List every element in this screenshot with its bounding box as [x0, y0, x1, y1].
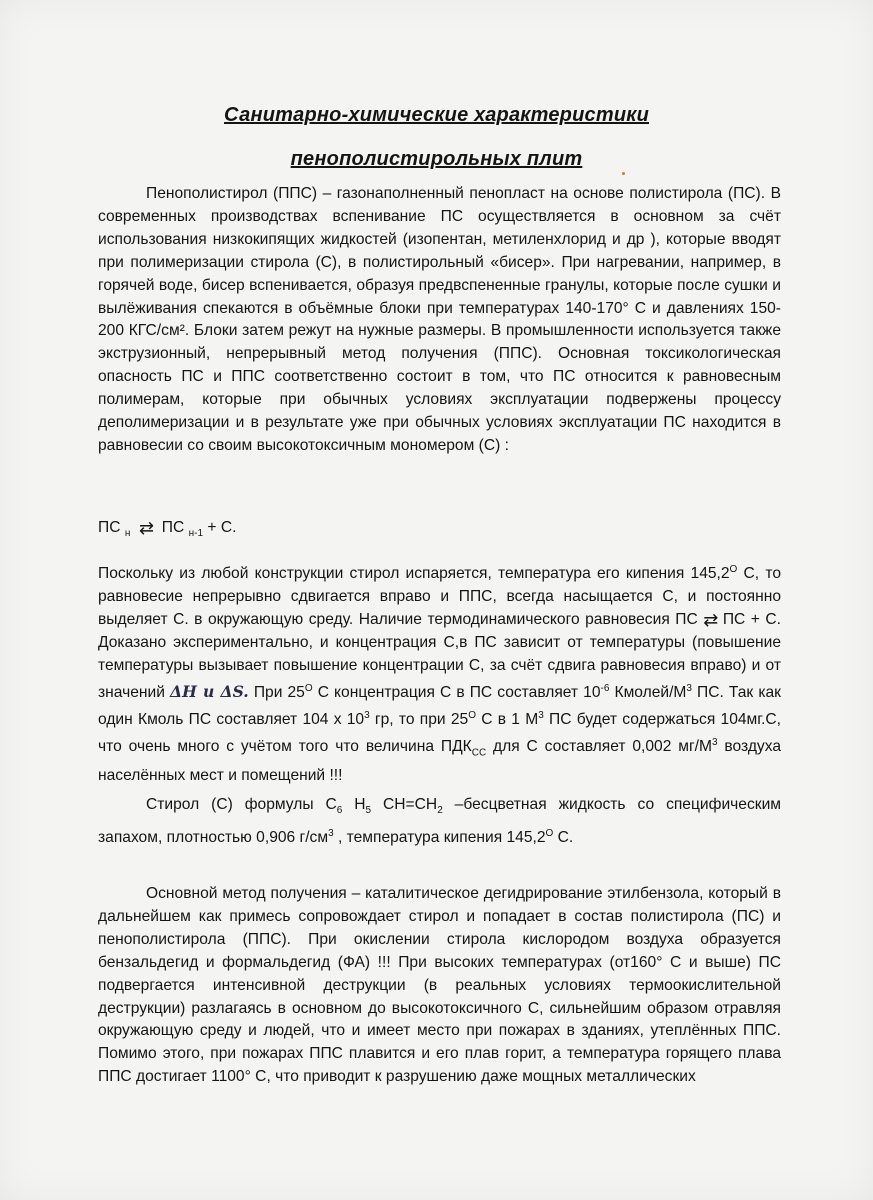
p2-sup-a: O [729, 564, 738, 575]
p3-text-e: , температура кипения 145,2 [333, 829, 546, 847]
p3-text-d: –бесцветная жидкость со специфическим запахом, плотностью 0,906 г/см [98, 796, 782, 847]
equation-tail: + С. [207, 519, 237, 536]
p2-text-c: ПС + С. Доказано экспериментально, и концентрация С,в ПС зависит от температуры (повышение температуры вызывает повышение концентрации С, за счёт сдвига равновесия вправо) и от значений [98, 611, 781, 701]
p2-text-d: При 25 [248, 683, 305, 701]
p2-sup-d: O [304, 682, 313, 694]
p2-text-g: ПС. Так как один Кмоль ПС составляет 104 х 10 [98, 683, 781, 728]
equilibrium-arrow-icon-2: ⇄ [703, 609, 718, 630]
p3-text-b: H [342, 796, 366, 813]
p3-text-c: CH=CH [371, 796, 438, 813]
paragraph-3 [98, 794, 781, 850]
p2-text-h: гр, то при 25 [369, 711, 469, 728]
p2-text-i: С в 1 М [475, 711, 539, 728]
p2-text-j: ПС будет содержаться 104мг.С, что очень много с учётом того что величина ПДК [98, 711, 781, 756]
p2-text-k: для С составляет 0,002 мг/М [486, 738, 712, 756]
p3-sub-b: 5 [365, 805, 372, 817]
equilibrium-arrow-icon: ⇄ [139, 517, 154, 538]
p3-sub-a: 6 [336, 805, 343, 817]
p2-sup-i: 3 [538, 709, 544, 721]
p2-sup-e: -6 [600, 682, 610, 694]
paragraph-1: Пенополистирол (ППС) – газонаполненный пенопласт на основе полистирола (ПС). В современных производствах вспенивание ПС осуществляется в основном за счёт использования низкокипящих жидкостей (изопентан, метиленхлорид и др ), которые вводят при полимеризации стирола (С), в полистирольный «бисер». При нагревании, например, в горячей воде, бисер вспенивается, образуя предвспененные гранулы, которые после сушки и вылёживания спекаются в объёмные блоки при температурах 140-170° С и давлениях 150-200 КГС/см². Блоки затем режут на нужные размеры. В промышленности используется также экструзионный, непрерывный метод получения (ППС). Основная токсикологическая опасность ПС и ППС соответственно состоит в том, что ПС относится к равновесным полимерам, которые при обычных условиях эксплуатации подвержены процессу деполимеризации и в результате уже при обычных условиях эксплуатации ПС находится в равновесии со своим высокотоксичным мономером (С) : [98, 185, 781, 454]
p2-sub-j: СС [471, 747, 487, 759]
p3-text-a: Стирол (С) формулы С [146, 796, 337, 813]
p3-sub-c: 2 [437, 805, 443, 817]
scan-speck [622, 172, 625, 175]
p3-sup-d: 3 [328, 828, 334, 840]
p2-sup-h: O [468, 709, 476, 721]
equation-right-sub: н-1 [188, 528, 204, 540]
p2-sup-k: 3 [711, 736, 718, 748]
paragraph-4: Основной метод получения – каталитическое дегидрирование этилбензола, который в дальнейшем как примесь сопровождает стирол и попадает в состав полистирола (ПС) и пенополистирола (ППС). При окислении стирола кислородом воздуха образуется бензальдегид и формальдегид (ФА) !!! При высоких температурах (от160° С и выше) ПС подвергается интенсивной деструкции (в реальных условиях термоокислительной деструкции) разлагаясь в основном до высокотоксичного С, сильнейшим образом отравляя окружающую среду и людей, что и имеет место при пожарах в зданиях, утеплённых ППС. Помимо этого, при пожарах ППС плавится и его плав горит, а температура горящего плава ППС достигает 1100° С, что приводит к разрушению даже мощных металлических [98, 885, 781, 1086]
p2-text-b: С, то равновесие непрерывно сдвигается вправо и ППС, всегда насыщается С, и постоянно выделяет С. в окружающую среду. Наличие термодинамического равновесия ПС [98, 565, 781, 628]
equation-left: ПС [98, 519, 121, 536]
p2-sup-g: 3 [364, 709, 370, 721]
document-title-line2: пенополистирольных плит [290, 148, 583, 170]
p3-sup-e: O [545, 828, 554, 840]
p2-text-e: С концентрация С в ПС составляет 10 [312, 683, 601, 701]
p2-sup-f: 3 [686, 682, 692, 694]
handwritten-delta-h-s: ΔH и ΔS. [170, 681, 249, 701]
equation-left-sub: н [124, 528, 131, 540]
p3-text-f: С. [553, 829, 574, 847]
equilibrium-equation [98, 519, 236, 539]
p2-text-a: Поскольку из любой конструкции стирол испаряется, температура его кипения 145,2 [98, 565, 730, 583]
equation-right: ПС [161, 519, 185, 536]
paragraph-2 [98, 559, 781, 788]
document-title-line1: Санитарно-химические характеристики [224, 104, 649, 126]
p2-text-l: воздуха населённых мест и помещений !!! [98, 738, 782, 785]
p2-text-f: Кмолей/М [609, 683, 687, 701]
